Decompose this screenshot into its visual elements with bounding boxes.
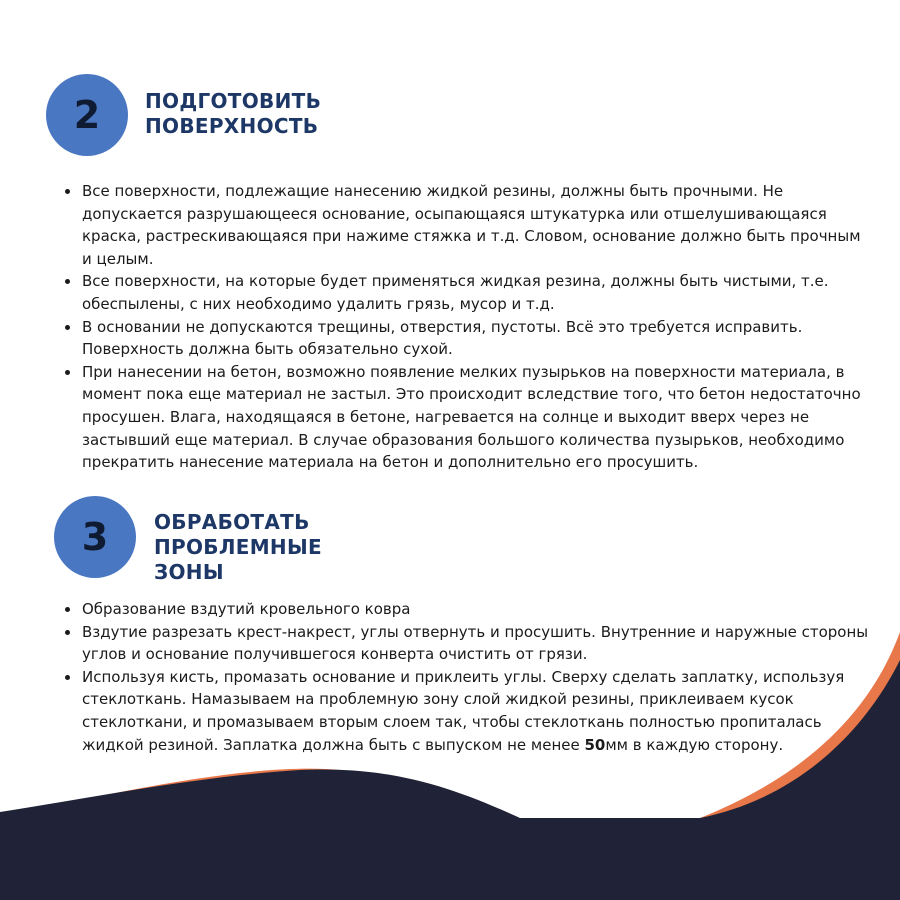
list-item: Все поверхности, на которые будет применяться жидкая резина, должны быть чистыми, т.е. обеспылены, с них необходимо удалить грязь, мусор и т.д.	[63, 270, 873, 315]
section2-bullet-list	[63, 180, 873, 474]
list-item-text: Используя кисть, промазать основание и приклеить углы. Сверху сделать заплатку, используя стеклоткань. Намазываем на проблемную зону слой жидкой резины, приклеиваем кусок стеклоткани, и промазываем вторым слоем так, чтобы стеклоткань полностью пропиталась жидкой резиной. Заплатка должна быть с выпуском не менее	[82, 667, 845, 754]
step-number-2: 2	[46, 74, 128, 156]
list-item: В основании не допускаются трещины, отверстия, пустоты. Всё это требуется исправить. Поверхность должна быть обязательно сухой.	[63, 316, 873, 361]
list-item: Все поверхности, подлежащие нанесению жидкой резины, должны быть прочными. Не допускается разрушающееся основание, осыпающаяся штукатурка или отшелушивающаяся краска, растрескивающаяся при нажиме стяжка и т.д. Словом, основание должно быть прочным и целым.	[63, 180, 873, 270]
list-item: Вздутие разрезать крест-накрест, углы отвернуть и просушить. Внутренние и наружные стороны углов и основание получившегося конверта очистить от грязи.	[63, 621, 878, 666]
section-title-2	[145, 89, 321, 139]
list-item: Образование вздутий кровельного ковра	[63, 598, 878, 621]
overlap-value: 50	[584, 735, 606, 754]
list-item: При нанесении на бетон, возможно появление мелких пузырьков на поверхности материала, в момент пока еще материал не застыл. Это происходит вследствие того, что бетон недостаточно просушен. Влага, находящаяся в бетоне, нагревается на солнце и выходит вверх через не застывший еще материал. В случае образования большого количества пузырьков, необходимо прекратить нанесение материала на бетон и дополнительно его просушить.	[63, 361, 873, 474]
title-line-1: ОБРАБОТАТЬ	[154, 510, 310, 534]
title-line-1: ПОДГОТОВИТЬ	[145, 89, 322, 113]
title-line-2: ПОВЕРХНОСТЬ	[145, 114, 319, 138]
title-line-2: ПРОБЛЕМНЫЕ ЗОНЫ	[154, 535, 322, 584]
step-number-3: 3	[54, 496, 136, 578]
navy-footer-band	[0, 818, 900, 900]
section3-bullet-list	[63, 598, 878, 756]
list-item	[63, 666, 878, 756]
section-title-3	[154, 510, 322, 585]
list-item-tail: мм в каждую сторону.	[605, 735, 784, 754]
